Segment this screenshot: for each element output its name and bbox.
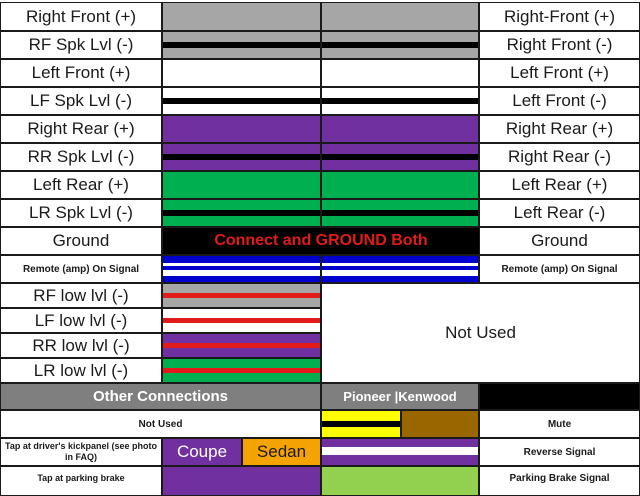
left-wire-2-stripe-0	[163, 60, 320, 86]
left-label-5-text: RR Spk Lvl (-)	[27, 147, 135, 166]
right-wire-1-stripe-2	[322, 48, 478, 58]
right-wire-7-stripe-2	[322, 216, 478, 226]
low-wire-1-stripe-0	[163, 309, 320, 318]
right-wire-7	[321, 199, 479, 227]
right-wire-3-stripe-0	[322, 88, 478, 98]
low-wire-0	[162, 283, 321, 308]
left-label-2-text: Left Front (+)	[31, 63, 131, 82]
left-wire-1-stripe-2	[163, 48, 320, 58]
other-right-0-text: Mute	[547, 418, 572, 430]
left-wire-3-stripe-0	[163, 88, 320, 98]
reverse-wire-stripe-1	[322, 447, 478, 455]
left-wire-4-stripe-0	[163, 116, 320, 142]
coupe-swatch-text: Coupe	[176, 442, 228, 461]
right-label-0-text: Right-Front (+)	[504, 6, 615, 26]
left-wire-7	[162, 199, 321, 227]
right-wire-6-stripe-0	[322, 172, 478, 198]
left-label-4-text: Right Rear (+)	[27, 119, 135, 138]
right-wire-4	[321, 115, 479, 143]
left-label-6-text: Left Rear (+)	[33, 175, 129, 194]
left-wire-4	[162, 115, 321, 143]
left-wire-6-stripe-0	[163, 172, 320, 198]
other-right-0	[479, 410, 640, 438]
other-left-1-text: Tap at driver's kickpanel (see photo in FAQ)	[4, 441, 158, 462]
not-used-big-text: Not Used	[445, 323, 516, 342]
other-left-2	[0, 466, 162, 496]
right-label-7	[479, 199, 640, 227]
low-label-1	[0, 308, 162, 333]
brands-header-right	[479, 383, 640, 410]
right-label-6-text: Left Rear (+)	[511, 175, 608, 194]
right-wire-0-stripe-0	[322, 3, 478, 30]
left-label-1-text: RF Spk Lvl (-)	[28, 35, 134, 54]
left-label-3	[0, 87, 162, 115]
coupe-swatch	[162, 438, 242, 466]
left-wire-2	[162, 59, 321, 87]
low-wire-2	[162, 333, 321, 358]
other-left-0-text: Not Used	[138, 418, 183, 430]
right-wire-3	[321, 87, 479, 115]
low-wire-3-stripe-0	[163, 359, 320, 368]
right-label-3-text: Left Front (-)	[512, 91, 607, 110]
mute-wire-a-stripe-2	[322, 427, 400, 437]
low-label-3-text: LR low lvl (-)	[33, 360, 129, 380]
other-connections-header-text: Other Connections	[92, 388, 228, 405]
low-wire-2-stripe-2	[163, 348, 320, 357]
right-wire-9-stripe-4	[322, 276, 478, 283]
left-label-9	[0, 255, 162, 283]
right-wire-5	[321, 143, 479, 171]
other-left-2-text: Tap at parking brake	[37, 473, 125, 483]
parking-wire	[321, 466, 479, 496]
right-wire-1	[321, 31, 479, 59]
right-label-0	[479, 2, 640, 31]
right-label-5	[479, 143, 640, 171]
right-wire-1-stripe-0	[322, 32, 478, 42]
left-label-5	[0, 143, 162, 171]
right-wire-2	[321, 59, 479, 87]
reverse-wire-stripe-2	[322, 455, 478, 465]
left-label-9-text: Remote (amp) On Signal	[22, 263, 140, 275]
parking-wire-left	[162, 466, 321, 496]
left-label-0-text: Right Front (+)	[25, 6, 137, 26]
low-wire-0-stripe-0	[163, 284, 320, 293]
mute-wire-a	[321, 410, 401, 438]
other-right-1-text: Reverse Signal	[523, 446, 596, 458]
left-label-6	[0, 171, 162, 199]
right-label-7-text: Left Rear (-)	[513, 203, 606, 222]
right-label-2	[479, 59, 640, 87]
right-label-4	[479, 115, 640, 143]
right-label-5-text: Right Rear (-)	[508, 147, 611, 166]
low-wire-1-stripe-2	[163, 323, 320, 332]
left-wire-0-stripe-0	[163, 3, 320, 30]
sedan-swatch	[242, 438, 321, 466]
left-label-3-text: LF Spk Lvl (-)	[29, 91, 133, 110]
low-wire-0-stripe-2	[163, 298, 320, 307]
right-label-8-text: Ground	[531, 231, 588, 250]
right-label-8	[479, 227, 640, 255]
low-wire-2-stripe-0	[163, 334, 320, 343]
left-label-2	[0, 59, 162, 87]
right-wire-7-stripe-0	[322, 200, 478, 210]
low-label-1-text: LF low lvl (-)	[34, 310, 128, 330]
left-wire-5-stripe-0	[163, 144, 320, 154]
low-wire-1	[162, 308, 321, 333]
low-wire-3	[162, 358, 321, 383]
left-wire-1-stripe-0	[163, 32, 320, 42]
mute-wire-b	[401, 410, 479, 438]
low-wire-3-stripe-2	[163, 373, 320, 382]
left-wire-7-stripe-0	[163, 200, 320, 210]
right-wire-5-stripe-0	[322, 144, 478, 154]
low-label-2-text: RR low lvl (-)	[32, 335, 130, 355]
other-right-2	[479, 466, 640, 496]
right-wire-4-stripe-0	[322, 116, 478, 142]
left-label-0	[0, 2, 162, 31]
right-wire-2-stripe-0	[322, 60, 478, 86]
left-wire-9-stripe-4	[163, 276, 320, 283]
sedan-swatch-text: Sedan	[256, 442, 307, 461]
left-wire-3	[162, 87, 321, 115]
other-left-0	[0, 410, 321, 438]
other-connections-header	[0, 383, 321, 410]
left-wire-7-stripe-2	[163, 216, 320, 226]
other-left-1	[0, 438, 162, 466]
right-label-1	[479, 31, 640, 59]
low-label-0	[0, 283, 162, 308]
left-wire-6	[162, 171, 321, 199]
right-wire-3-stripe-2	[322, 104, 478, 114]
other-right-2-text: Parking Brake Signal	[509, 473, 610, 484]
right-wire-9	[321, 255, 479, 283]
mute-wire-a-stripe-0	[322, 411, 400, 421]
brands-header-text: Pioneer |Kenwood	[343, 389, 457, 404]
low-label-0-text: RF low lvl (-)	[33, 285, 129, 305]
not-used-big	[321, 283, 640, 383]
left-wire-9	[162, 255, 321, 283]
right-wire-0	[321, 2, 479, 31]
left-wire-3-stripe-2	[163, 104, 320, 114]
left-label-7	[0, 199, 162, 227]
low-label-2	[0, 333, 162, 358]
right-label-3	[479, 87, 640, 115]
left-label-8	[0, 227, 162, 255]
other-right-1	[479, 438, 640, 466]
right-wire-5-stripe-2	[322, 160, 478, 170]
right-label-9-text: Remote (amp) On Signal	[501, 263, 618, 275]
low-label-3	[0, 358, 162, 383]
reverse-wire-stripe-0	[322, 439, 478, 447]
right-label-6	[479, 171, 640, 199]
left-label-1	[0, 31, 162, 59]
left-wire-1	[162, 31, 321, 59]
brands-header	[321, 383, 479, 410]
ground-note: Connect and GROUND Both	[214, 232, 428, 249]
left-label-7-text: LR Spk Lvl (-)	[29, 203, 133, 222]
left-wire-0	[162, 2, 321, 31]
right-label-4-text: Right Rear (+)	[505, 119, 614, 138]
left-label-4	[0, 115, 162, 143]
left-wire-5	[162, 143, 321, 171]
reverse-wire	[321, 438, 479, 466]
ground-wire	[162, 227, 480, 255]
mute-wire-b-stripe-0	[402, 411, 478, 437]
right-label-1-text: Right Front (-)	[506, 35, 613, 54]
right-wire-6	[321, 171, 479, 199]
left-label-8-text: Ground	[52, 231, 110, 250]
right-label-2-text: Left Front (+)	[510, 63, 609, 82]
left-wire-5-stripe-2	[163, 160, 320, 170]
right-label-9	[479, 255, 640, 283]
